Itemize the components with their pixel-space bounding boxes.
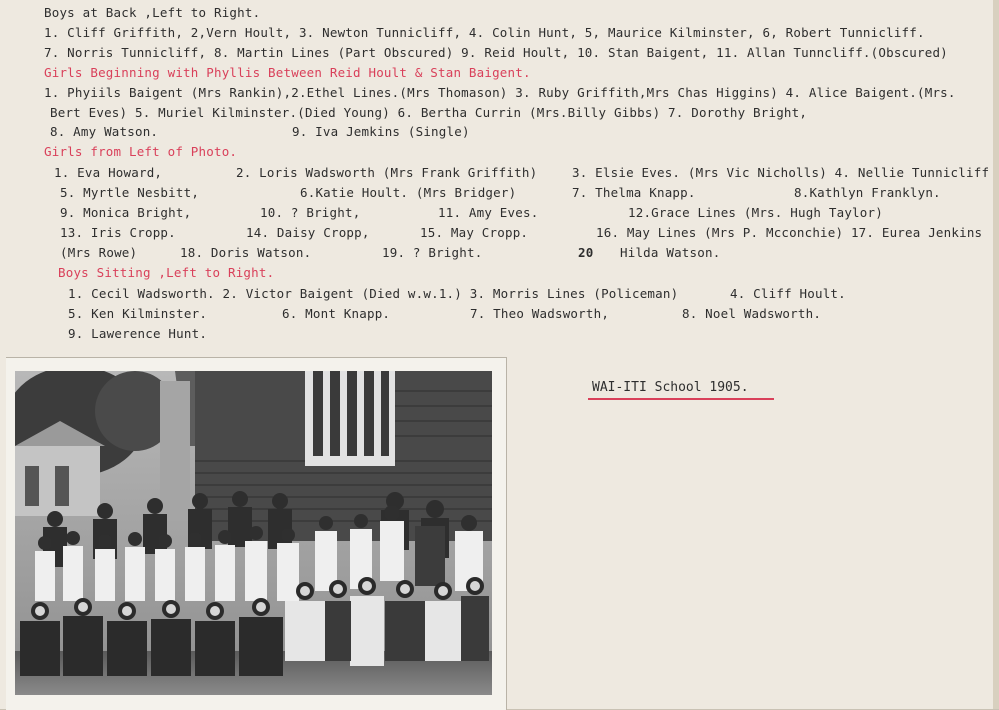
girls-left-r2-c4: 8.Kathlyn Franklyn. <box>794 185 941 200</box>
girls-left-r2-c1: 5. Myrtle Nesbitt, <box>60 185 200 200</box>
girls-phyllis-line-3a: 8. Amy Watson. <box>50 124 159 139</box>
boys-sitting-r2-c4: 8. Noel Wadsworth. <box>682 306 822 321</box>
girls-left-heading: Girls from Left of Photo. <box>44 144 238 159</box>
girls-left-r4-c4: 16. May Lines (Mrs P. Mcconchie) 17. Eurea Jenkins <box>596 225 983 240</box>
girls-left-r5-c4: 20 <box>578 245 594 260</box>
girls-phyllis-line-3b: 9. Iva Jemkins (Single) <box>292 124 470 139</box>
caption-underline <box>588 398 774 400</box>
boys-sitting-r2-c3: 7. Theo Wadsworth, <box>470 306 610 321</box>
school-group-photo <box>15 371 492 695</box>
boys-back-heading: Boys at Back ,Left to Right. <box>44 5 261 20</box>
girls-left-r4-c2: 14. Daisy Cropp, <box>246 225 370 240</box>
girls-left-r3-c4: 12.Grace Lines (Mrs. Hugh Taylor) <box>628 205 883 220</box>
boys-sitting-heading: Boys Sitting ,Left to Right. <box>58 265 275 280</box>
girls-left-r2-c3: 7. Thelma Knapp. <box>572 185 696 200</box>
girls-left-r5-c5: Hilda Watson. <box>620 245 721 260</box>
girls-left-r2-c2: 6.Katie Hoult. (Mrs Bridger) <box>300 185 517 200</box>
boys-sitting-r2-c1: 5. Ken Kilminster. <box>68 306 208 321</box>
girls-phyllis-line-1: 1. Phyiils Baigent (Mrs Rankin),2.Ethel Lines.(Mrs Thomason) 3. Ruby Griffith,Mrs Chas Higgins) 4. Alice Baigent.(Mrs. <box>44 85 956 100</box>
boys-sitting-r1-c2: 4. Cliff Hoult. <box>730 286 846 301</box>
photo-caption: WAI-ITI School 1905. <box>592 380 749 395</box>
boys-sitting-r3: 9. Lawerence Hunt. <box>68 326 208 341</box>
page-edge <box>993 0 999 709</box>
girls-left-r1-c1: 1. Eva Howard, <box>54 165 163 180</box>
girls-left-r4-c1: 13. Iris Cropp. <box>60 225 176 240</box>
girls-left-r1-c3: 3. Elsie Eves. (Mrs Vic Nicholls) 4. Nellie Tunnicliff <box>572 165 990 180</box>
girls-left-r5-c1: (Mrs Rowe) <box>60 245 138 260</box>
girls-phyllis-heading: Girls Beginning with Phyllis Between Reid Hoult & Stan Baigent. <box>44 65 531 80</box>
boys-back-line-2: 7. Norris Tunnicliff, 8. Martin Lines (Part Obscured) 9. Reid Hoult, 10. Stan Baigent, 11. Allan Tunncliff.(Obscured) <box>44 45 948 60</box>
girls-left-r1-c2: 2. Loris Wadsworth (Mrs Frank Griffith) <box>236 165 538 180</box>
girls-left-r4-c3: 15. May Cropp. <box>420 225 529 240</box>
boys-sitting-r1-c1: 1. Cecil Wadsworth. 2. Victor Baigent (Died w.w.1.) 3. Morris Lines (Policeman) <box>68 286 679 301</box>
girls-left-r3-c3: 11. Amy Eves. <box>438 205 539 220</box>
girls-left-r5-c2: 18. Doris Watson. <box>180 245 312 260</box>
boys-back-line-1: 1. Cliff Griffith, 2,Vern Hoult, 3. Newton Tunnicliff, 4. Colin Hunt, 5, Maurice Kilminster, 6, Robert Tunnicliff. <box>44 25 925 40</box>
girls-phyllis-line-2: Bert Eves) 5. Muriel Kilminster.(Died Young) 6. Bertha Currin (Mrs.Billy Gibbs) 7. Dorothy Bright, <box>50 105 808 120</box>
girls-left-r5-c3: 19. ? Bright. <box>382 245 483 260</box>
boys-sitting-r2-c2: 6. Mont Knapp. <box>282 306 391 321</box>
girls-left-r3-c1: 9. Monica Bright, <box>60 205 192 220</box>
girls-left-r3-c2: 10. ? Bright, <box>260 205 361 220</box>
